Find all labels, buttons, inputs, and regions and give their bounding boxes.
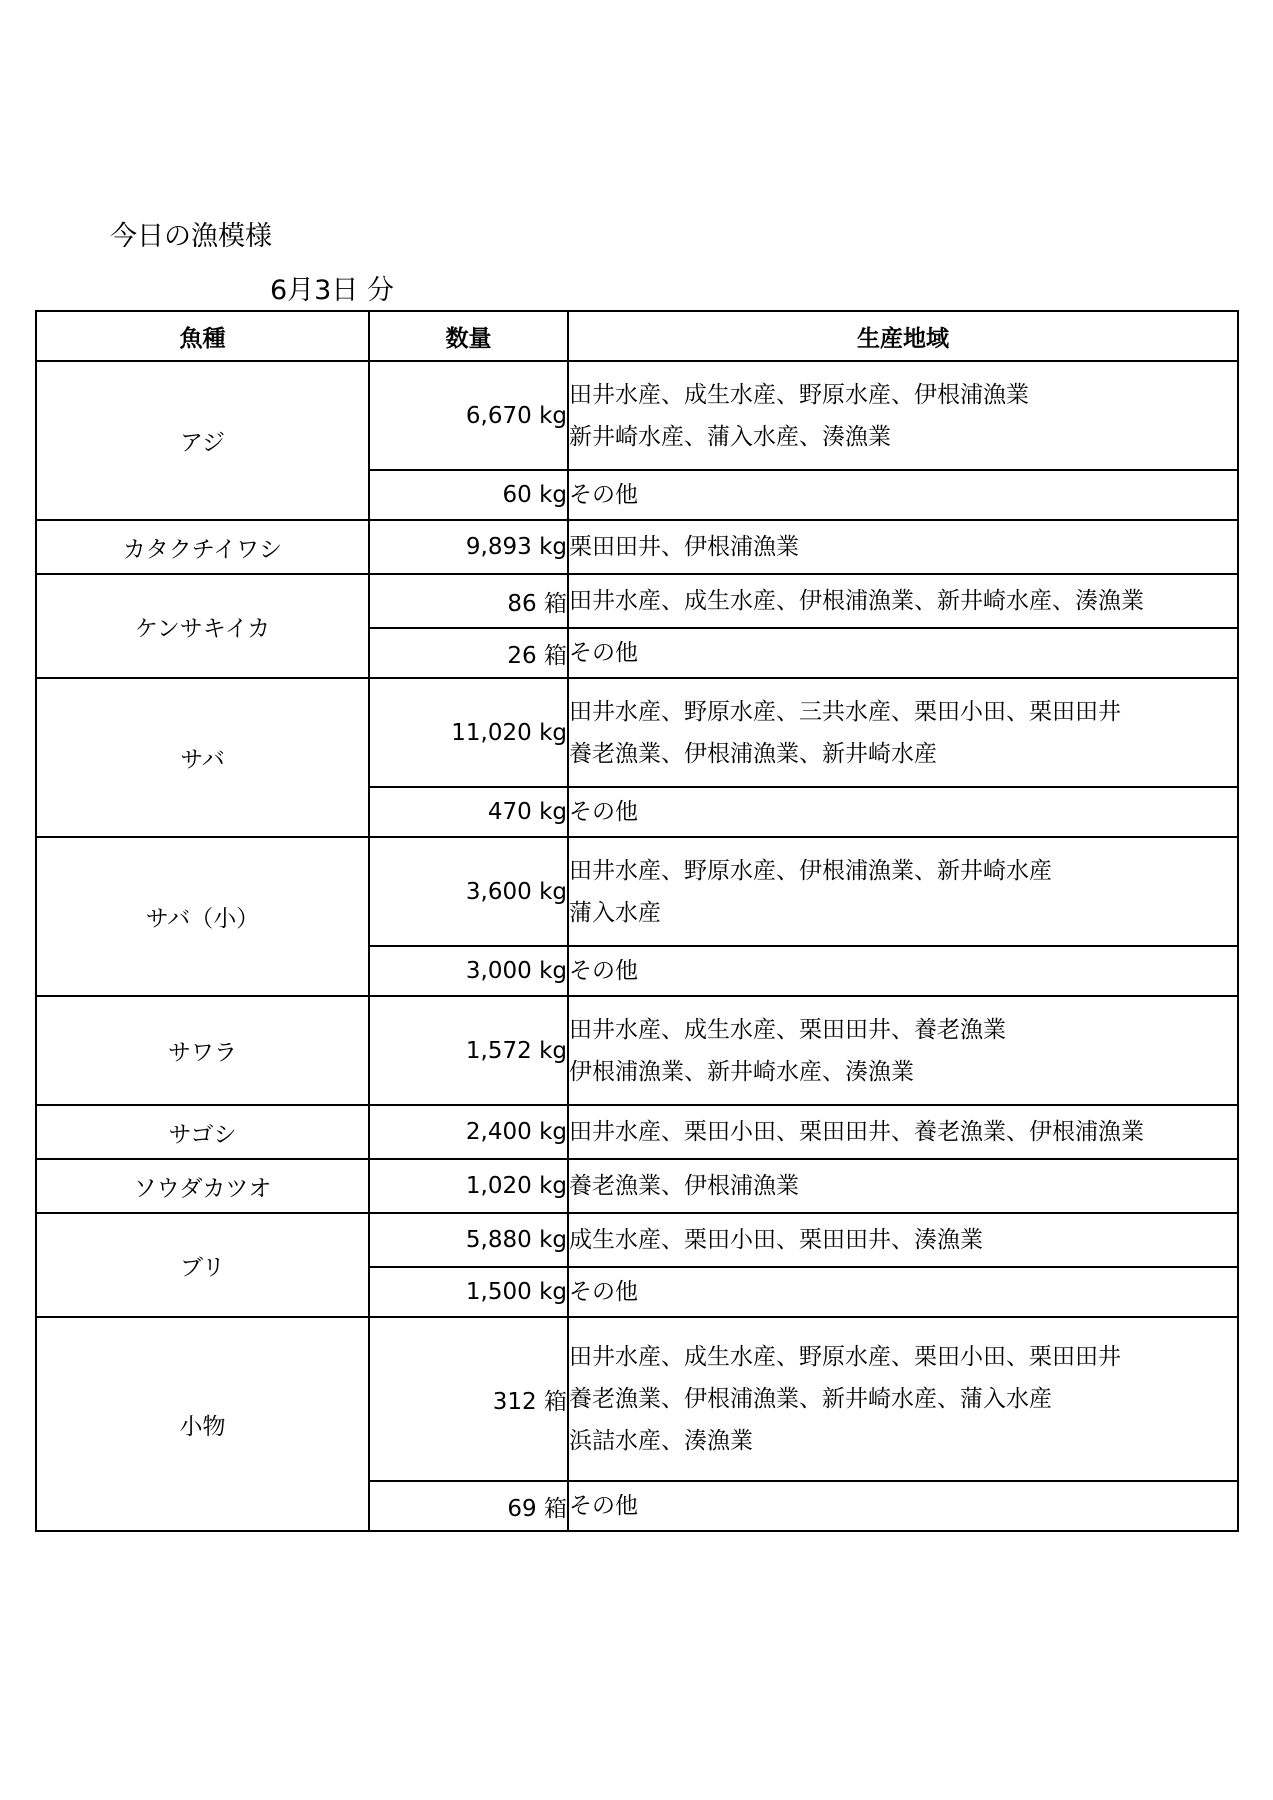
quantity-cell: 3,000 kg	[369, 946, 568, 996]
table-row	[36, 996, 1238, 1105]
quantity-cell: 312 箱	[369, 1317, 568, 1481]
catch-table	[35, 310, 1239, 1532]
quantity-cell: 1,500 kg	[369, 1267, 568, 1317]
region-cell	[568, 1105, 1238, 1159]
region-cell	[568, 1481, 1238, 1531]
table-row	[36, 1213, 1238, 1267]
region-cell	[568, 1159, 1238, 1213]
region-line: 田井水産、成生水産、栗田田井、養老漁業	[569, 1016, 1006, 1043]
species-cell: 小物	[36, 1317, 369, 1531]
quantity-cell: 5,880 kg	[369, 1213, 568, 1267]
table-header-row	[36, 311, 1238, 361]
region-cell	[568, 628, 1238, 678]
table-row	[36, 1159, 1238, 1213]
region-line: その他	[569, 482, 638, 508]
region-cell	[568, 996, 1238, 1105]
region-line: 伊根浦漁業、新井崎水産、湊漁業	[569, 1058, 914, 1085]
region-line: その他	[569, 640, 638, 666]
region-cell	[568, 574, 1238, 628]
species-cell: ケンサキイカ	[36, 574, 369, 678]
quantity-cell: 3,600 kg	[369, 837, 568, 946]
region-line: 養老漁業、伊根浦漁業、新井崎水産、蒲入水産	[569, 1386, 1052, 1412]
region-line: 栗田田井、伊根浦漁業	[569, 534, 799, 560]
region-line: その他	[569, 1493, 638, 1519]
species-cell: カタクチイワシ	[36, 520, 369, 574]
species-cell: ブリ	[36, 1213, 369, 1317]
region-line: 成生水産、栗田小田、栗田田井、湊漁業	[569, 1227, 983, 1253]
species-cell: サワラ	[36, 996, 369, 1105]
region-cell	[568, 787, 1238, 837]
table-row	[36, 520, 1238, 574]
quantity-cell: 26 箱	[369, 628, 568, 678]
region-line: 新井崎水産、蒲入水産、湊漁業	[569, 423, 891, 450]
document-date: 6月3日 分	[270, 275, 394, 306]
species-cell: サバ（小）	[36, 837, 369, 996]
region-cell	[568, 361, 1238, 470]
table-row	[36, 678, 1238, 787]
region-line: 養老漁業、伊根浦漁業	[569, 1173, 799, 1199]
region-cell	[568, 678, 1238, 787]
region-cell	[568, 1213, 1238, 1267]
region-line: 田井水産、野原水産、三共水産、栗田小田、栗田田井	[569, 698, 1121, 725]
region-line: 田井水産、成生水産、野原水産、栗田小田、栗田田井	[569, 1344, 1121, 1370]
table-row	[36, 1105, 1238, 1159]
header-region: 生産地域	[568, 311, 1238, 361]
region-line: 田井水産、成生水産、野原水産、伊根浦漁業	[569, 381, 1029, 408]
region-cell	[568, 470, 1238, 520]
table-row	[36, 574, 1238, 628]
quantity-cell: 69 箱	[369, 1481, 568, 1531]
quantity-cell: 60 kg	[369, 470, 568, 520]
table-row	[36, 837, 1238, 946]
species-cell: サゴシ	[36, 1105, 369, 1159]
region-line: 田井水産、成生水産、伊根浦漁業、新井崎水産、湊漁業	[569, 588, 1144, 614]
region-line: 浜詰水産、湊漁業	[569, 1428, 753, 1454]
region-line: その他	[569, 1279, 638, 1305]
document-title: 今日の漁模様	[110, 221, 272, 252]
quantity-cell: 86 箱	[369, 574, 568, 628]
region-line: 田井水産、野原水産、伊根浦漁業、新井崎水産	[569, 857, 1052, 884]
region-cell	[568, 520, 1238, 574]
region-line: 田井水産、栗田小田、栗田田井、養老漁業、伊根浦漁業	[569, 1119, 1144, 1145]
region-cell	[568, 946, 1238, 996]
header-species: 魚種	[36, 311, 369, 361]
region-cell	[568, 837, 1238, 946]
quantity-cell: 1,020 kg	[369, 1159, 568, 1213]
quantity-cell: 2,400 kg	[369, 1105, 568, 1159]
quantity-cell: 470 kg	[369, 787, 568, 837]
region-line: 蒲入水産	[569, 899, 661, 926]
region-cell	[568, 1267, 1238, 1317]
quantity-cell: 6,670 kg	[369, 361, 568, 470]
species-cell: サバ	[36, 678, 369, 837]
quantity-cell: 1,572 kg	[369, 996, 568, 1105]
region-cell	[568, 1317, 1238, 1481]
region-line: その他	[569, 799, 638, 825]
header-quantity: 数量	[369, 311, 568, 361]
table-row	[36, 1317, 1238, 1481]
species-cell: ソウダカツオ	[36, 1159, 369, 1213]
quantity-cell: 11,020 kg	[369, 678, 568, 787]
table-body	[36, 361, 1238, 1531]
quantity-cell: 9,893 kg	[369, 520, 568, 574]
region-line: 養老漁業、伊根浦漁業、新井崎水産	[569, 740, 937, 767]
table-row	[36, 361, 1238, 470]
species-cell: アジ	[36, 361, 369, 520]
region-line: その他	[569, 958, 638, 984]
